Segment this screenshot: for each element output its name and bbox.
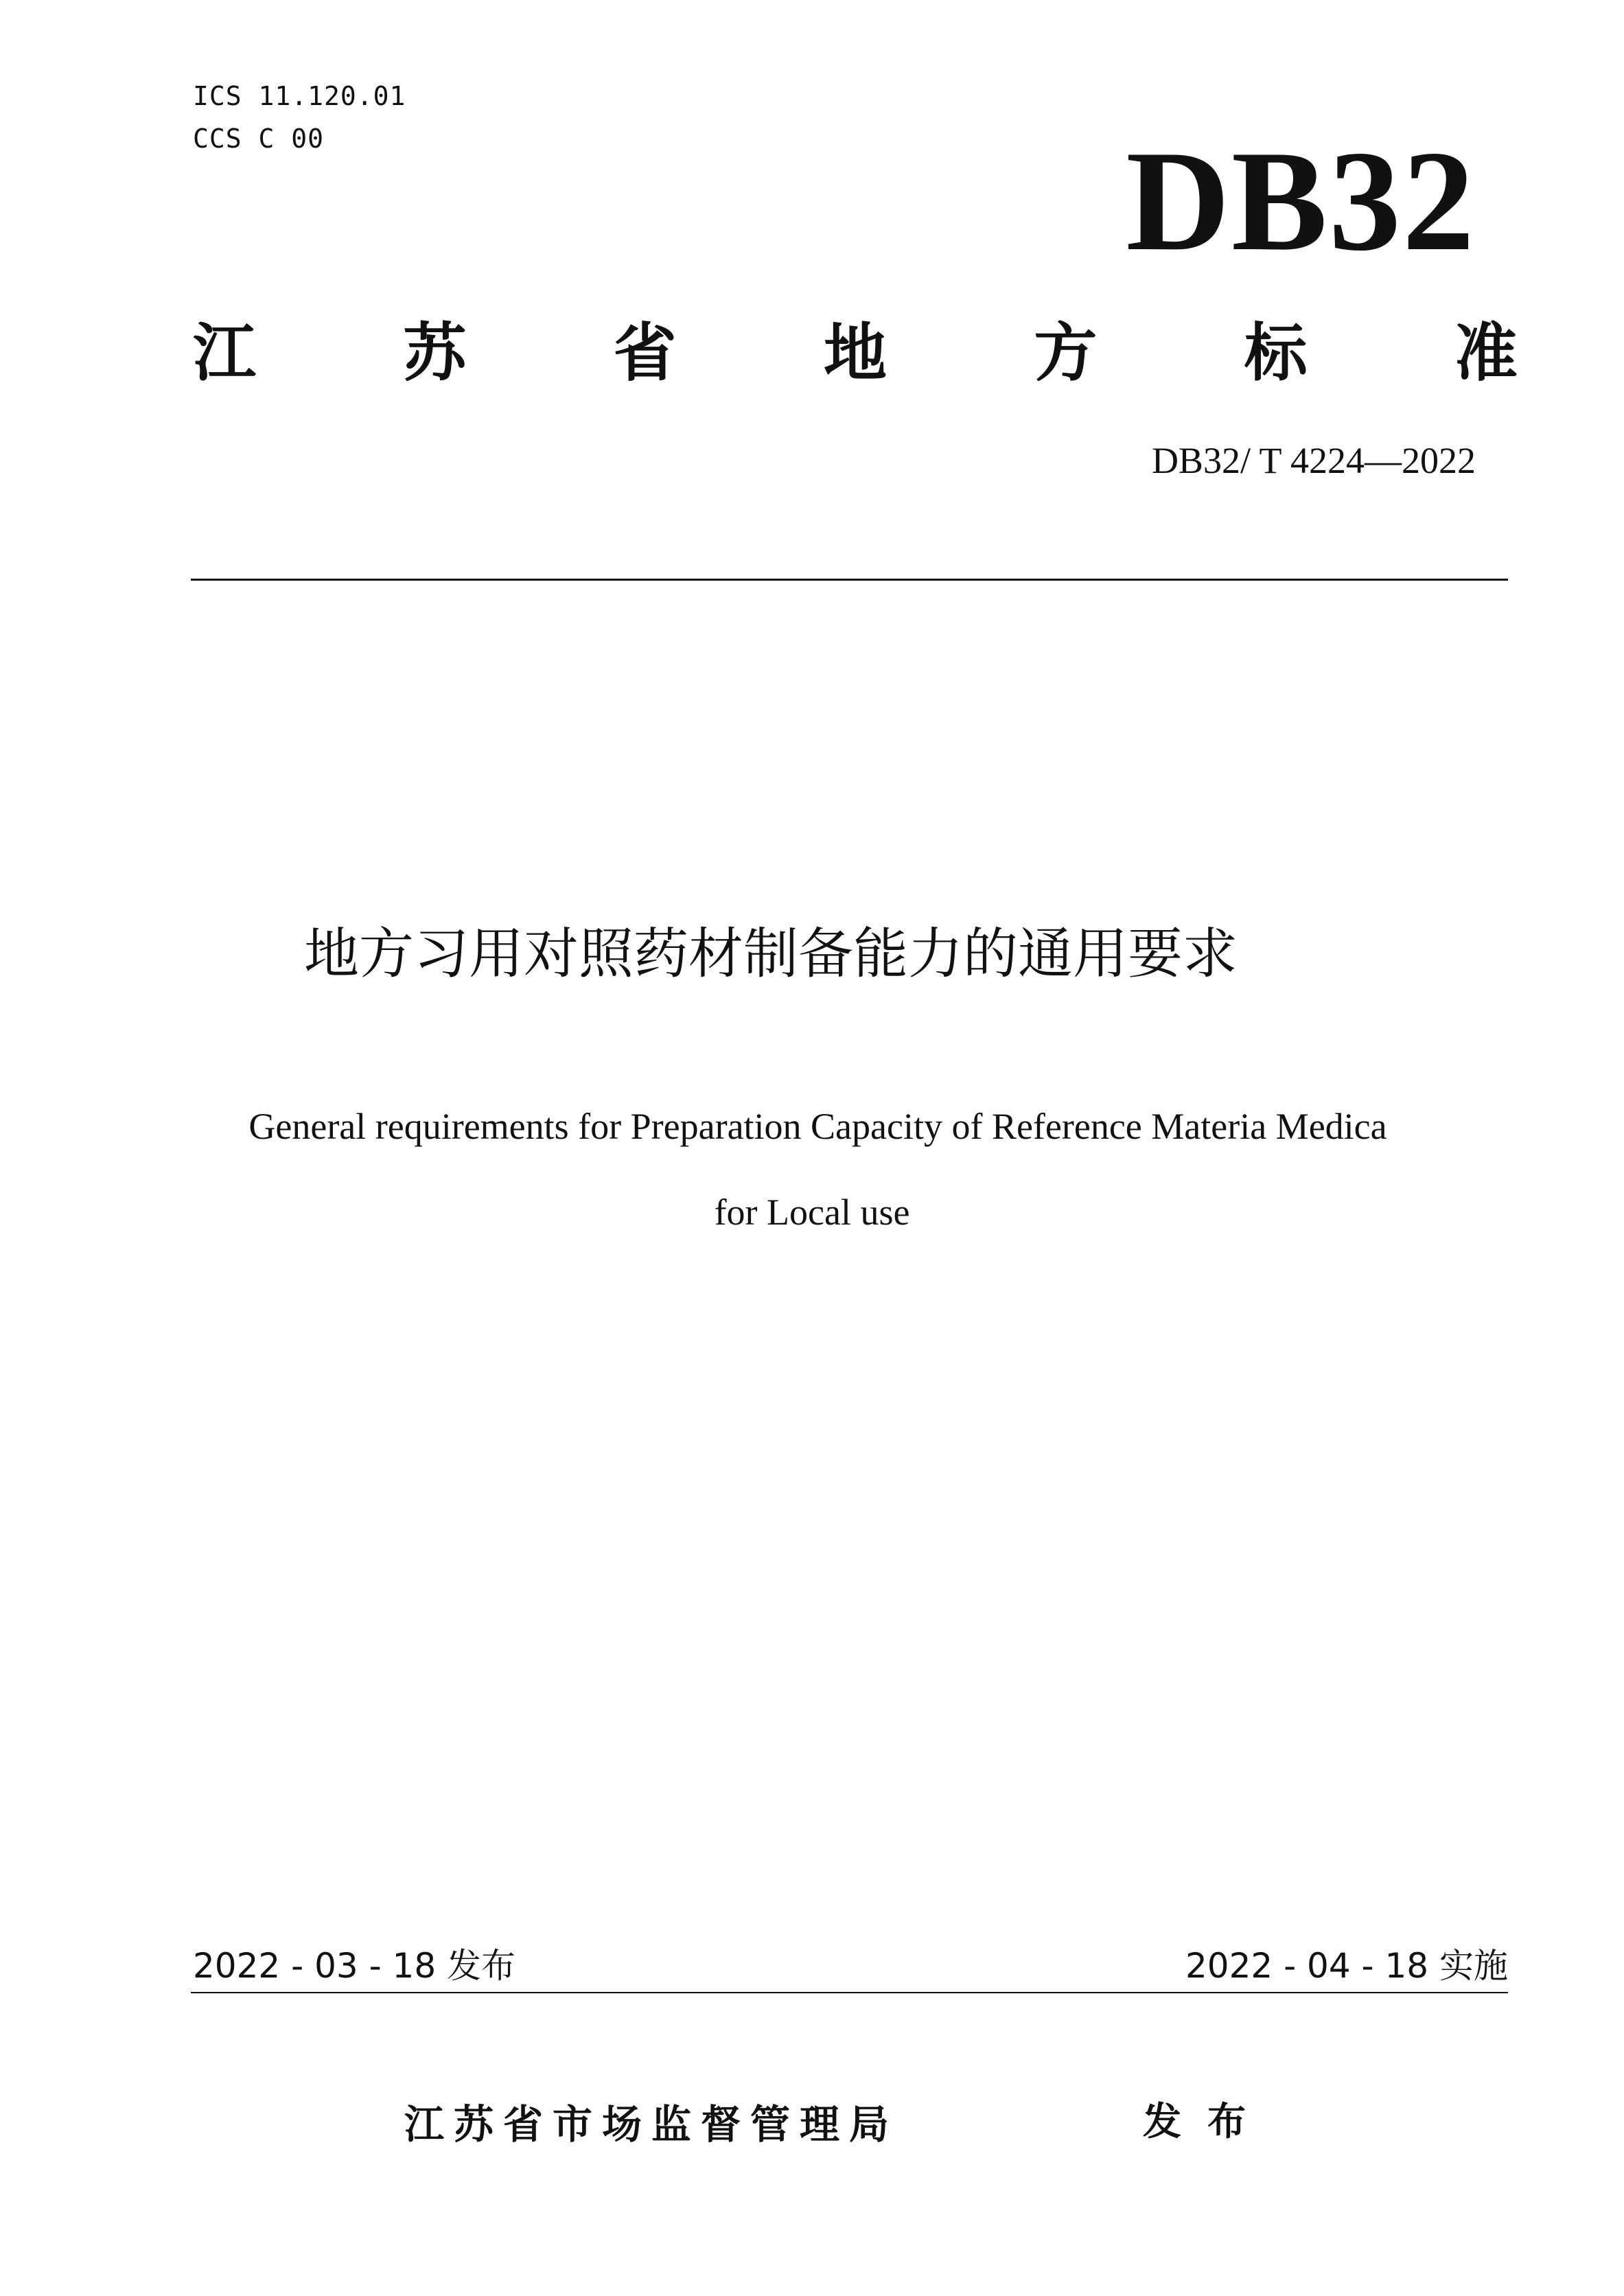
standard-type-char: 苏 (403, 316, 467, 390)
document-title-english-line2: for Local use (714, 1192, 910, 1233)
issue-date: 2022 - 03 - 18 发布 (193, 1946, 516, 1986)
publish-label: 发布 (1143, 2100, 1272, 2144)
standard-type-char: 地 (823, 316, 887, 390)
footer-divider (191, 1992, 1508, 1993)
standard-type-char: 标 (1244, 316, 1308, 390)
publishing-authority: 江苏省市场监督管理局 (404, 2101, 899, 2148)
standard-type-char: 准 (1454, 316, 1518, 390)
header-divider (191, 579, 1508, 581)
standard-type-char: 江 (193, 316, 257, 390)
ccs-code: CCS C 00 (193, 124, 325, 154)
standard-type-char: 省 (613, 316, 677, 390)
standard-number: DB32/ T 4224—2022 (1151, 440, 1476, 481)
document-title-english-line1: General requirements for Preparation Capacity of Reference Materia Medica (248, 1106, 1387, 1147)
standard-type-char: 方 (1034, 316, 1098, 390)
document-title-chinese: 地方习用对照药材制备能力的通用要求 (304, 922, 1238, 986)
standard-type-heading (193, 312, 1518, 395)
ics-code: ICS 11.120.01 (193, 81, 406, 111)
standard-logo: DB32 (1126, 121, 1476, 281)
implementation-date: 2022 - 04 - 18 实施 (1185, 1946, 1508, 1986)
